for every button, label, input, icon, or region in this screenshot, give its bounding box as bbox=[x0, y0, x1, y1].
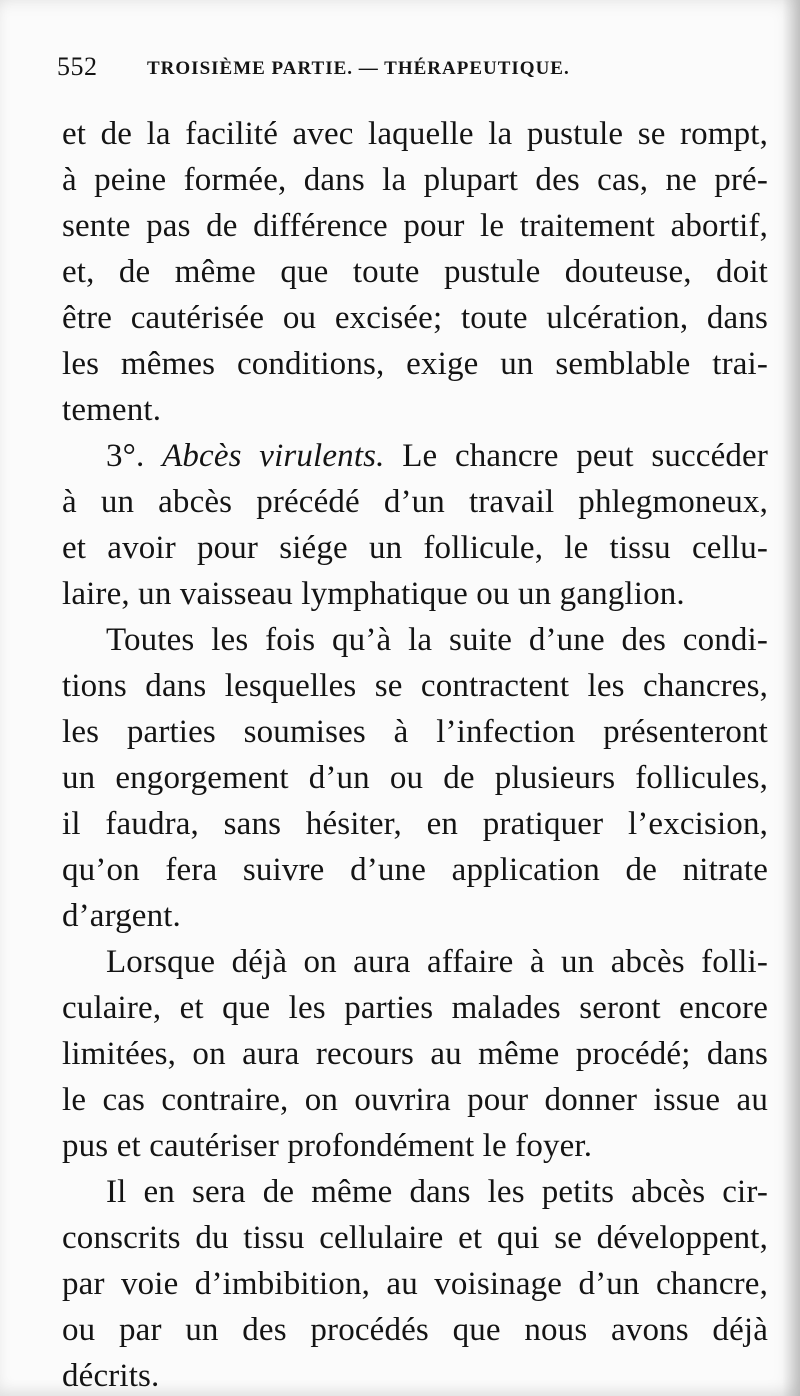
text-line-18: d’argent. bbox=[62, 898, 181, 934]
text-line-8 bbox=[106, 434, 768, 478]
text-line-9: à un abcès précédé d’un travail phlegmoneux, bbox=[62, 484, 768, 520]
text-line-17: qu’on fera suivre d’une application de nitrate bbox=[62, 852, 768, 888]
text-line-7: tement. bbox=[62, 392, 162, 428]
running-title: TROISIÈME PARTIE. — THÉRAPEUTIQUE. bbox=[147, 58, 570, 79]
body-text bbox=[62, 112, 768, 1394]
text-line-13: tions dans lesquelles se contractent les chancres, bbox=[62, 668, 768, 704]
text-line-24: Il en sera de même dans les petits abcès cir- bbox=[106, 1174, 768, 1210]
text-line-15: un engorgement d’un ou de plusieurs follicules, bbox=[62, 760, 768, 796]
text-line-1: et de la facilité avec laquelle la pustule se rompt, bbox=[62, 116, 768, 152]
text-line-26: par voie d’imbibition, au voisinage d’un chancre, bbox=[62, 1266, 768, 1302]
text-line-23: pus et cautériser profondément le foyer. bbox=[62, 1128, 593, 1164]
text-line-12: Toutes les fois qu’à la suite d’une des condi- bbox=[106, 622, 768, 658]
running-head bbox=[57, 52, 757, 82]
text-line-28: décrits. bbox=[62, 1358, 160, 1394]
text-line-3: sente pas de différence pour le traitement abortif, bbox=[62, 208, 768, 244]
text-line-20: culaire, et que les parties malades seront encore bbox=[62, 990, 768, 1026]
text-line-6: les mêmes conditions, exige un semblable trai- bbox=[62, 346, 768, 382]
text-line-10: et avoir pour siége un follicule, le tissu cellu- bbox=[62, 530, 768, 566]
text-line-21: limitées, on aura recours au même procédé; dans bbox=[62, 1036, 768, 1072]
text-line-5: être cautérisée ou excisée; toute ulcération, dans bbox=[62, 300, 768, 336]
page-number: 552 bbox=[57, 52, 98, 81]
text-line-22: le cas contraire, on ouvrira pour donner issue au bbox=[62, 1082, 768, 1118]
text-line-2: à peine formée, dans la plupart des cas, ne pré- bbox=[62, 162, 768, 198]
text-line-16: il faudra, sans hésiter, en pratiquer l’excision, bbox=[62, 806, 768, 842]
text-line-4: et, de même que toute pustule douteuse, doit bbox=[62, 254, 768, 290]
section-number: 3°. bbox=[106, 438, 145, 474]
text-line-27: ou par un des procédés que nous avons déjà bbox=[62, 1312, 768, 1348]
section-heading: Abcès virulents. bbox=[162, 438, 385, 474]
section-heading-rest: Le chancre peut succéder bbox=[402, 438, 768, 474]
text-line-14: les parties soumises à l’infection présenteront bbox=[62, 714, 768, 750]
text-line-25: conscrits du tissu cellulaire et qui se développent, bbox=[62, 1220, 768, 1256]
text-line-19: Lorsque déjà on aura affaire à un abcès folli- bbox=[106, 944, 768, 980]
text-line-11: laire, un vaisseau lymphatique ou un ganglion. bbox=[62, 576, 685, 612]
